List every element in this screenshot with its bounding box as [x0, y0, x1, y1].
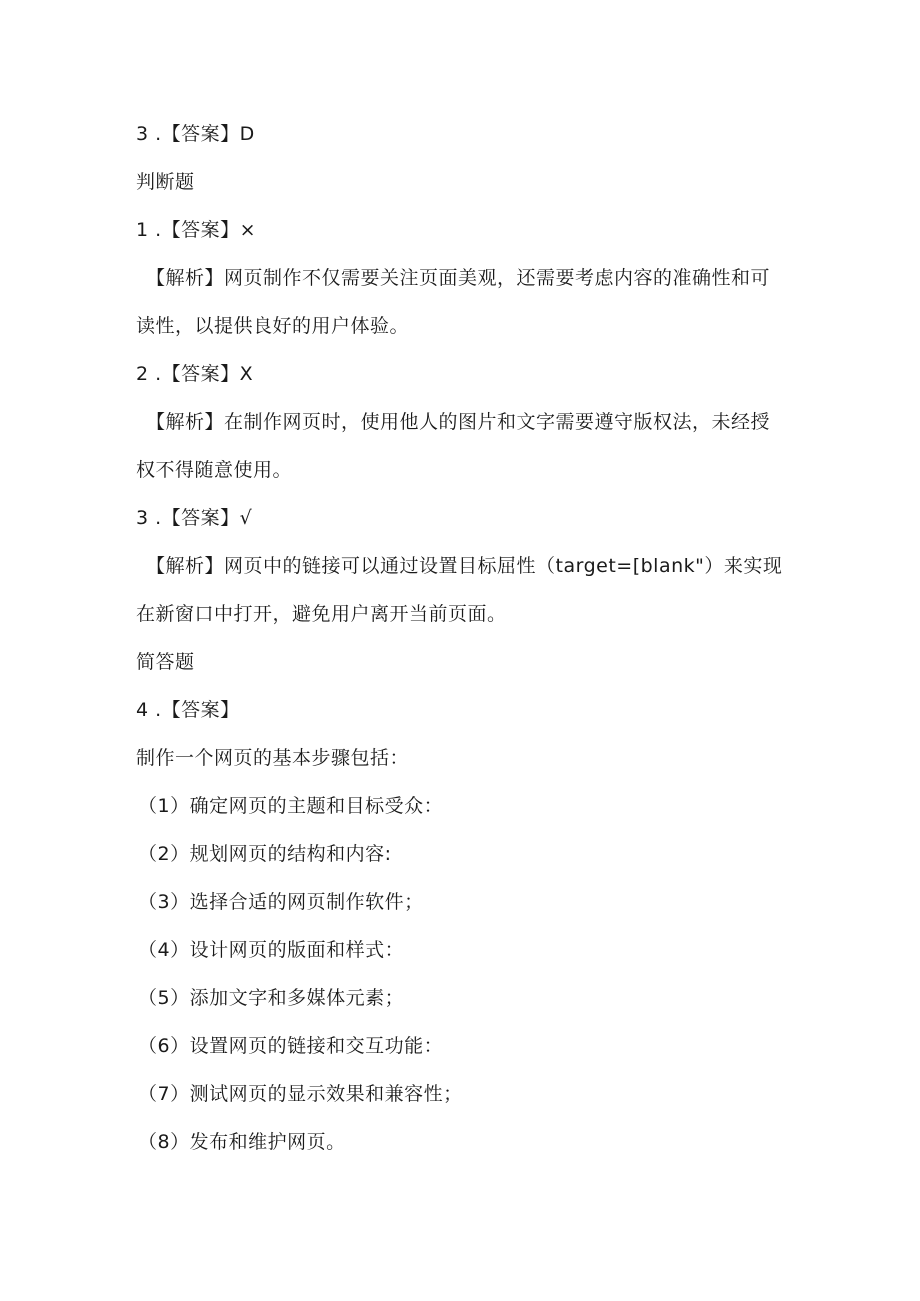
answer-2-judgment: 2 .【答案】X — [136, 363, 254, 385]
answer-1-judgment: 1 .【答案】× — [136, 219, 257, 241]
explanation-2-line-1: 【解析】在制作网页时，使用他人的图片和文字需要遵守版权法，未经授 — [146, 411, 771, 433]
step-item: （3）选择合适的网页制作软件； — [138, 891, 424, 913]
answer-3-judgment: 3 .【答案】√ — [136, 507, 253, 529]
explanation-1-line-1: 【解析】网页制作不仅需要关注页面美观，还需要考虑内容的准确性和可 — [146, 267, 771, 289]
explanation-3-line-1: 【解析】网页中的链接可以通过设置目标屈性（target=[blank"）来实现 — [146, 555, 783, 577]
explanation-3-line-2: 在新窗口中打开，避免用户离开当前页面。 — [136, 603, 507, 625]
step-item: （7）测试网页的显示效果和兼容性； — [138, 1083, 463, 1105]
section-heading-short-answer: 简答题 — [136, 651, 195, 673]
step-item: （4）设计网页的版面和样式： — [138, 939, 405, 961]
step-item: （6）设置网页的链接和交互功能： — [138, 1035, 444, 1057]
section-heading-true-false: 判断题 — [136, 171, 195, 193]
answer-4-heading: 4 .【答案】 — [136, 699, 240, 721]
explanation-2-line-2: 权不得随意使用。 — [136, 459, 293, 481]
step-item: （8）发布和维护网页。 — [138, 1131, 346, 1153]
explanation-1-line-2: 读性，以提供良好的用户体验。 — [136, 315, 410, 337]
answer-4-intro: 制作一个网页的基本步骤包括： — [136, 747, 410, 769]
answer-3-choice: 3 .【答案】D — [136, 123, 255, 145]
step-item: （5）添加文字和多媒体元素； — [138, 987, 405, 1009]
step-item: （1）确定网页的主题和目标受众： — [138, 795, 444, 817]
step-item: （2）规划网页的结构和内容: — [138, 843, 392, 865]
